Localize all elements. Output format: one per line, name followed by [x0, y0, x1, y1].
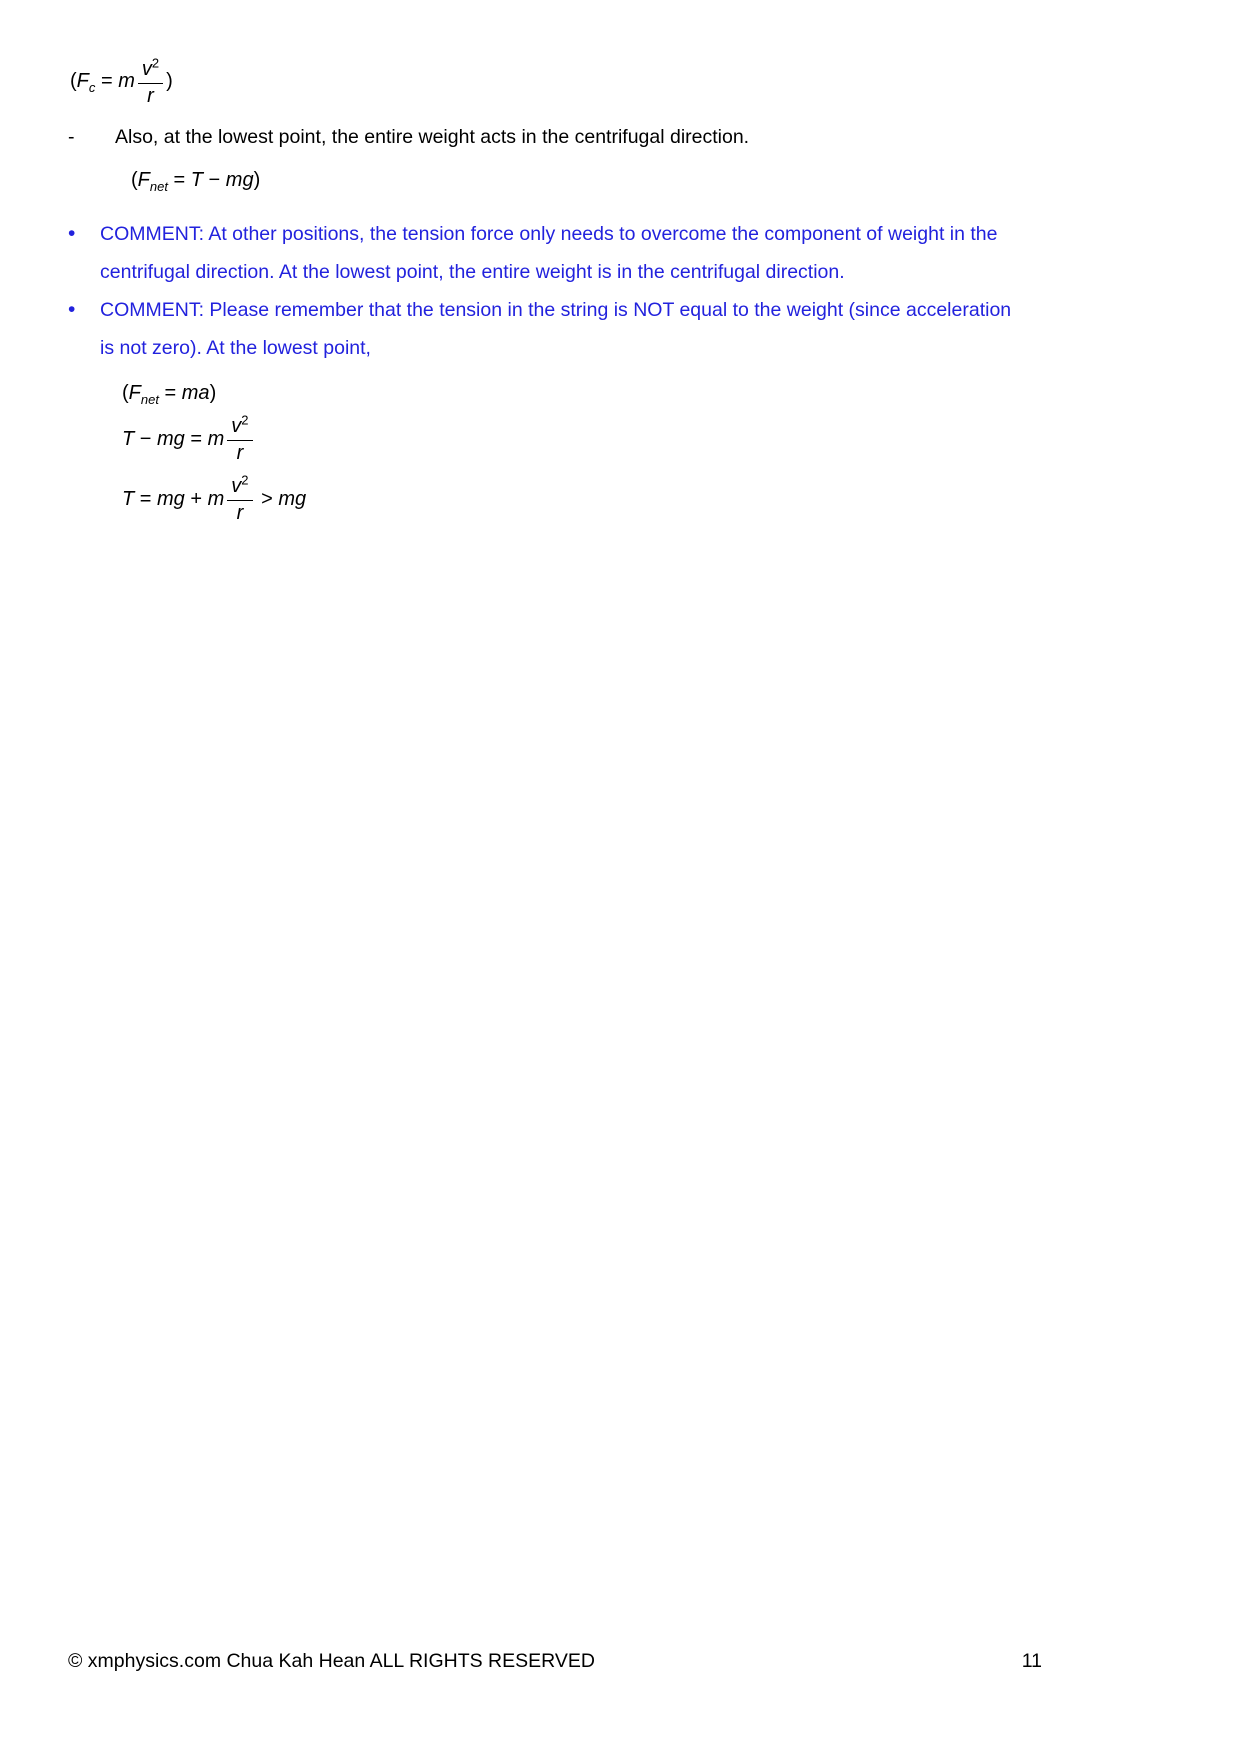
comment-item-1 — [68, 215, 1240, 291]
comment-list — [68, 215, 1240, 367]
math-token: mg — [278, 487, 307, 510]
equation-fnet-ma — [122, 381, 1240, 406]
math-token: T — [122, 427, 135, 450]
math-token: $F_c$ — [76, 70, 96, 96]
equation-t-greater-mg — [122, 473, 1240, 525]
math-token: − — [202, 168, 226, 191]
math-token: m — [207, 487, 225, 510]
math-token: − — [134, 427, 158, 450]
math-token: r — [236, 501, 244, 524]
fraction — [227, 473, 252, 525]
fraction-denominator — [237, 501, 244, 525]
fraction — [138, 56, 163, 108]
bullet-icon: • — [68, 221, 76, 245]
comment-text — [100, 215, 997, 291]
equation-t-minus-mg — [122, 414, 1240, 466]
dash-item-text: Also, at the lowest point, the entire weight acts in the centrifugal direction. — [115, 125, 750, 148]
math-token: T — [122, 487, 135, 510]
page-content — [0, 0, 1240, 525]
copyright-text: © xmphysics.com Chua Kah Hean ALL RIGHTS RESERVED — [68, 1650, 595, 1672]
math-token: ma — [181, 381, 210, 404]
math-token: ( — [131, 168, 138, 191]
page-footer — [68, 1650, 1042, 1673]
math-token: + — [184, 487, 208, 510]
math-token: T — [190, 168, 203, 191]
math-token: ) — [209, 381, 217, 404]
comment-line: centrifugal direction. At the lowest point, the entire weight is in the centrifugal direction. — [100, 260, 845, 283]
math-token: ( — [122, 381, 129, 404]
math-superscript: 2 — [241, 412, 249, 428]
fraction-denominator — [147, 84, 154, 108]
math-token: r — [147, 84, 154, 107]
math-token: $F_{net}$ — [128, 381, 159, 407]
math-subscript: c — [88, 80, 96, 96]
math-token: mg — [157, 427, 185, 450]
math-token: $F_{net}$ — [137, 168, 168, 194]
dash-list-item — [68, 122, 1240, 152]
fraction-denominator — [237, 441, 244, 465]
comment-line: is not zero). At the lowest point, — [100, 336, 371, 359]
math-token: = — [134, 487, 158, 510]
math-subscript: net — [149, 178, 168, 194]
dash-bullet-icon: - — [68, 125, 75, 148]
math-token: $v^2$ — [231, 472, 249, 497]
math-token: $v^2$ — [141, 55, 160, 80]
math-token: m — [207, 427, 225, 450]
math-superscript: 2 — [241, 472, 249, 488]
math-token: = — [184, 427, 208, 450]
math-token: ) — [253, 168, 261, 191]
math-token: r — [236, 442, 244, 465]
math-superscript: 2 — [151, 55, 160, 70]
comment-line: COMMENT: Please remember that the tension in the string is NOT equal to the weight (since acceleration — [100, 298, 1012, 321]
math-token: mg — [225, 168, 254, 191]
comment-line: COMMENT: At other positions, the tension force only needs to overcome the component of weight in the — [100, 222, 998, 245]
equation-centripetal-force — [70, 56, 1240, 108]
math-token: = — [95, 70, 119, 93]
math-token: > — [255, 487, 279, 510]
equation-group — [122, 381, 1240, 525]
equation-fnet-tension-weight — [131, 168, 1240, 193]
page-number: 11 — [1021, 1650, 1042, 1672]
math-token: mg — [157, 487, 185, 510]
comment-item-2 — [68, 291, 1240, 367]
fraction-numerator — [227, 473, 252, 501]
math-token: $v^2$ — [231, 412, 249, 438]
fraction — [227, 414, 252, 466]
math-token: = — [167, 168, 191, 191]
math-token: m — [118, 70, 135, 93]
comment-text — [100, 291, 1011, 367]
bullet-icon: • — [68, 297, 76, 321]
fraction-numerator — [138, 56, 163, 84]
math-token: = — [158, 381, 182, 404]
math-subscript: net — [140, 391, 159, 407]
fraction-numerator — [227, 414, 252, 442]
math-token: ) — [166, 70, 173, 93]
math-token: ( — [70, 70, 77, 93]
